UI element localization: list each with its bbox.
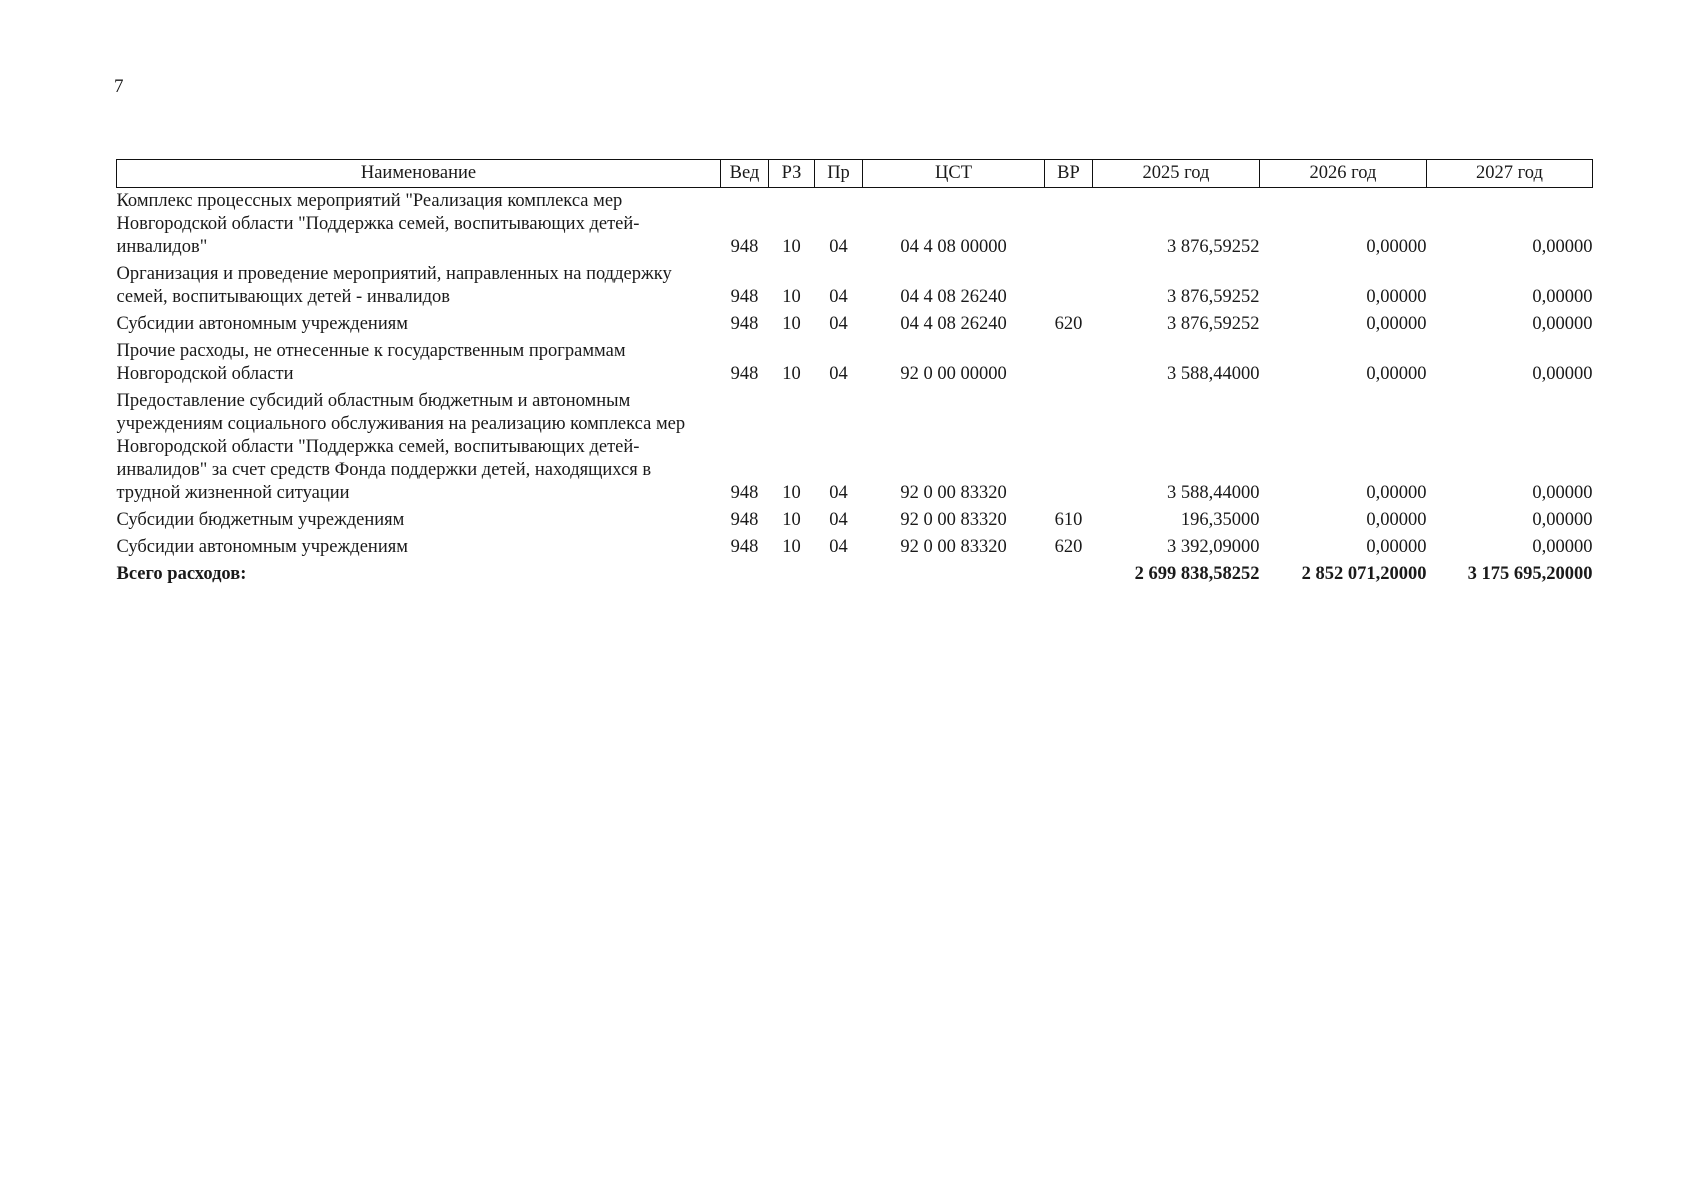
row-ved: 948 bbox=[730, 314, 759, 334]
row-ved: 948 bbox=[730, 510, 759, 530]
table-row bbox=[117, 386, 1593, 505]
row-2025: 3 588,44000 bbox=[1167, 483, 1260, 503]
header-2025: 2025 год bbox=[1093, 160, 1260, 188]
row-cst: 92 0 00 83320 bbox=[900, 483, 1007, 503]
row-name: Организация и проведение мероприятий, направленных на поддержку семей, воспитывающих детей - инвалидов bbox=[116, 264, 672, 307]
row-rz: 10 bbox=[782, 314, 801, 334]
header-pr: Пр bbox=[815, 160, 863, 188]
row-name: Комплекс процессных мероприятий "Реализация комплекса мер Новгородской области "Поддержка семей, воспитывающих детей-инвалидов" bbox=[116, 191, 640, 257]
header-rz: РЗ bbox=[769, 160, 815, 188]
header-ved: Вед bbox=[721, 160, 769, 188]
row-rz: 10 bbox=[782, 483, 801, 503]
total-2026: 2 852 071,20000 bbox=[1301, 564, 1427, 584]
row-cst: 04 4 08 00000 bbox=[900, 237, 1007, 257]
row-2026: 0,00000 bbox=[1366, 314, 1427, 334]
row-name: Субсидии бюджетным учреждениям bbox=[116, 510, 405, 530]
row-cst: 04 4 08 26240 bbox=[900, 314, 1007, 334]
total-label: Всего расходов: bbox=[116, 564, 247, 584]
row-vr bbox=[1045, 188, 1093, 260]
row-2027: 0,00000 bbox=[1532, 314, 1593, 334]
row-ved: 948 bbox=[730, 537, 759, 557]
row-2025: 3 876,59252 bbox=[1167, 314, 1260, 334]
row-2027: 0,00000 bbox=[1532, 537, 1593, 557]
table-row bbox=[117, 336, 1593, 386]
row-2027: 0,00000 bbox=[1532, 364, 1593, 384]
row-vr: 620 bbox=[1054, 314, 1083, 334]
row-pr: 04 bbox=[829, 314, 848, 334]
header-vr: ВР bbox=[1045, 160, 1093, 188]
row-2025: 3 876,59252 bbox=[1167, 287, 1260, 307]
row-pr: 04 bbox=[829, 287, 848, 307]
row-vr: 620 bbox=[1054, 537, 1083, 557]
row-ved: 948 bbox=[730, 483, 759, 503]
row-pr: 04 bbox=[829, 237, 848, 257]
total-row bbox=[117, 559, 1593, 586]
row-2025: 3 876,59252 bbox=[1167, 237, 1260, 257]
row-name: Субсидии автономным учреждениям bbox=[116, 537, 408, 557]
row-rz: 10 bbox=[782, 510, 801, 530]
table-row bbox=[117, 188, 1593, 260]
row-pr: 04 bbox=[829, 364, 848, 384]
row-2027: 0,00000 bbox=[1532, 510, 1593, 530]
row-ved: 948 bbox=[730, 364, 759, 384]
row-name: Прочие расходы, не отнесенные к государственным программам Новгородской области bbox=[116, 341, 626, 384]
table-row bbox=[117, 532, 1593, 559]
row-vr bbox=[1045, 336, 1093, 386]
row-vr bbox=[1045, 386, 1093, 505]
table-row bbox=[117, 505, 1593, 532]
row-name: Предоставление субсидий областным бюджетным и автономным учреждениям социального обслуживания на реализацию комплекса мер Новгородской области "Поддержка семей, воспитывающих детей-инвалидов" за счет средств Фонда поддержки детей, находящихся в трудной жизненной ситуации bbox=[116, 391, 686, 503]
row-vr bbox=[1045, 259, 1093, 309]
row-cst: 92 0 00 00000 bbox=[900, 364, 1007, 384]
row-vr: 610 bbox=[1054, 510, 1083, 530]
header-2026: 2026 год bbox=[1260, 160, 1427, 188]
row-name: Субсидии автономным учреждениям bbox=[116, 314, 408, 334]
row-ved: 948 bbox=[730, 237, 759, 257]
row-rz: 10 bbox=[782, 287, 801, 307]
table-header-row bbox=[117, 160, 1593, 188]
page-number: 7 bbox=[114, 76, 124, 97]
row-2026: 0,00000 bbox=[1366, 483, 1427, 503]
table-row bbox=[117, 259, 1593, 309]
header-2027: 2027 год bbox=[1427, 160, 1593, 188]
row-2027: 0,00000 bbox=[1532, 483, 1593, 503]
header-name: Наименование bbox=[117, 160, 721, 188]
row-pr: 04 bbox=[829, 510, 848, 530]
row-2025: 3 392,09000 bbox=[1167, 537, 1260, 557]
row-2026: 0,00000 bbox=[1366, 364, 1427, 384]
row-rz: 10 bbox=[782, 537, 801, 557]
row-2026: 0,00000 bbox=[1366, 237, 1427, 257]
row-ved: 948 bbox=[730, 287, 759, 307]
total-2027: 3 175 695,20000 bbox=[1467, 564, 1593, 584]
row-2026: 0,00000 bbox=[1366, 510, 1427, 530]
row-pr: 04 bbox=[829, 537, 848, 557]
row-2026: 0,00000 bbox=[1366, 537, 1427, 557]
row-2026: 0,00000 bbox=[1366, 287, 1427, 307]
row-rz: 10 bbox=[782, 364, 801, 384]
row-pr: 04 bbox=[829, 483, 848, 503]
row-cst: 92 0 00 83320 bbox=[900, 510, 1007, 530]
row-cst: 04 4 08 26240 bbox=[900, 287, 1007, 307]
row-2025: 196,35000 bbox=[1180, 510, 1260, 530]
row-2027: 0,00000 bbox=[1532, 237, 1593, 257]
total-2025: 2 699 838,58252 bbox=[1134, 564, 1260, 584]
row-cst: 92 0 00 83320 bbox=[900, 537, 1007, 557]
row-rz: 10 bbox=[782, 237, 801, 257]
row-2025: 3 588,44000 bbox=[1167, 364, 1260, 384]
header-cst: ЦСТ bbox=[863, 160, 1045, 188]
row-2027: 0,00000 bbox=[1532, 287, 1593, 307]
table-row bbox=[117, 309, 1593, 336]
expenditure-table bbox=[116, 159, 1593, 586]
